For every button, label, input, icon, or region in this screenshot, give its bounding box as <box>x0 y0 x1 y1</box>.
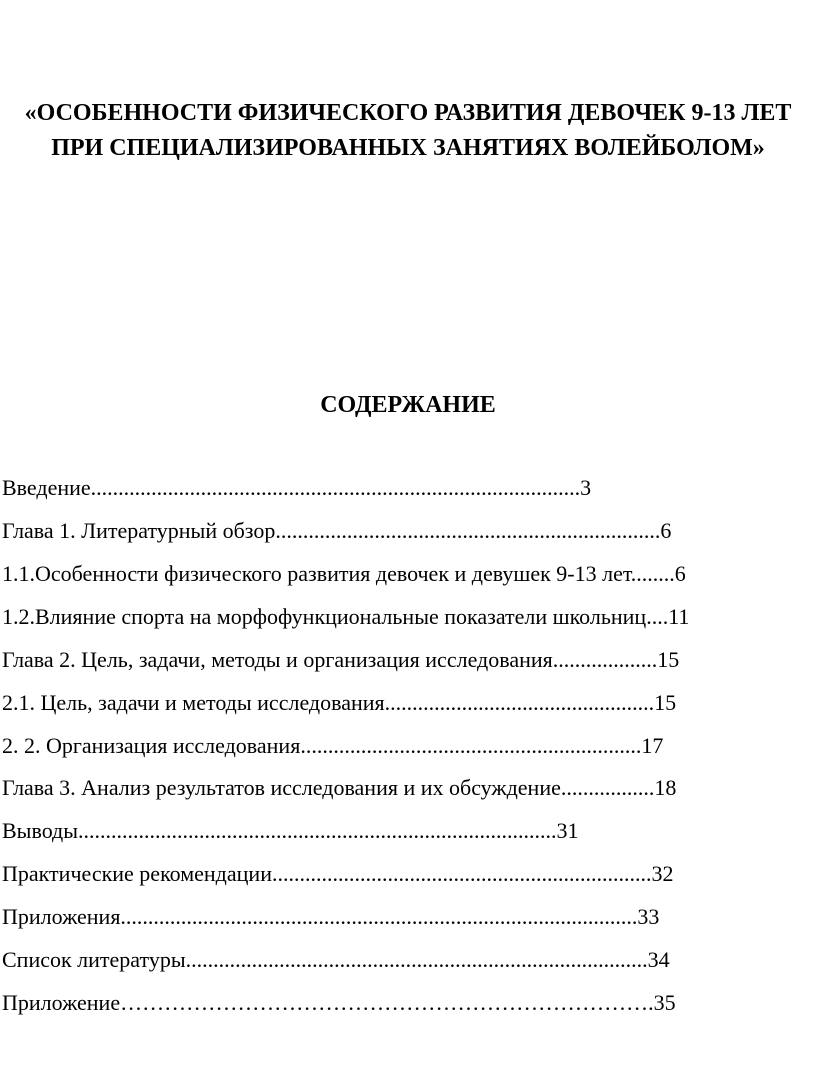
document-title-line-2: ПРИ СПЕЦИАЛИЗИРОВАННЫХ ЗАНЯТИЯХ ВОЛЕЙБОЛОМ» <box>51 135 765 161</box>
toc-entry-introduction: Введение.........................................................................................3 <box>2 475 592 500</box>
toc-entry-recommendations: Практические рекомендации.....................................................................32 <box>2 861 674 886</box>
document-title-line-1: «ОСОБЕННОСТИ ФИЗИЧЕСКОГО РАЗВИТИЯ ДЕВОЧЕК 9-13 ЛЕТ <box>24 100 792 126</box>
toc-entry-chapter-2: Глава 2. Цель, задачи, методы и организация исследования...................15 <box>2 647 680 672</box>
toc-entry-section-2-2: 2. 2. Организация исследования..............................................................17 <box>2 733 664 758</box>
toc-entry-section-1-2: 1.2.Влияние спорта на морфофункциональные показатели школьниц....11 <box>2 604 690 629</box>
toc-entry-references: Список литературы....................................................................................34 <box>2 947 670 972</box>
toc-entry-chapter-1: Глава 1. Литературный обзор......................................................................6 <box>2 518 672 543</box>
toc-heading: СОДЕРЖАНИЕ <box>320 392 496 418</box>
toc-entry-chapter-3: Глава 3. Анализ результатов исследования и их обсуждение.................18 <box>2 775 677 800</box>
toc-entry-conclusions: Выводы.......................................................................................31 <box>2 818 579 843</box>
toc-entry-section-1-1: 1.1.Особенности физического развития девочек и девушек 9-13 лет........6 <box>2 561 686 586</box>
toc-entry-appendices: Приложения..............................................................................................33 <box>2 904 660 929</box>
toc-entry-appendix: Приложение……………………………………………………………….35 <box>2 990 676 1015</box>
toc-entry-section-2-1: 2.1. Цель, задачи и методы исследования.................................................15 <box>2 690 677 715</box>
